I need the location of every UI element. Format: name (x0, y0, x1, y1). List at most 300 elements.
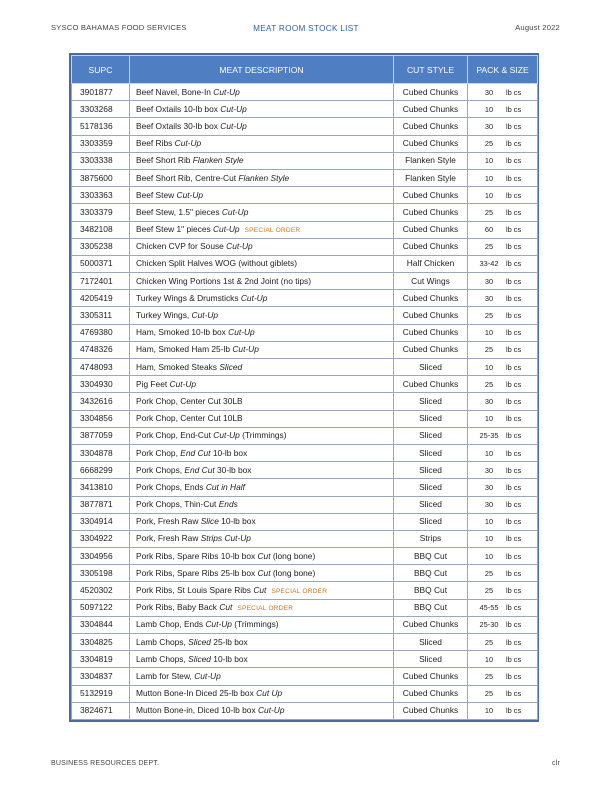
pack-quantity: 33-42 (479, 259, 499, 269)
table-row (72, 582, 538, 599)
description-cell (130, 702, 394, 719)
pack-quantity: 25-30 (479, 620, 499, 630)
supc-cell: 3303338 (72, 152, 130, 169)
description-cut-text: Cut-Up (169, 378, 197, 389)
pack-quantity: 25 (484, 345, 494, 355)
pack-size-cell (468, 702, 538, 719)
pack-size-cell (468, 204, 538, 221)
description-cell (130, 376, 394, 393)
description-extra-text: (long bone) (270, 550, 316, 561)
pack-quantity: 10 (484, 328, 494, 338)
pack-size-cell (468, 410, 538, 427)
pack-quantity: 10 (484, 654, 494, 664)
supc-cell: 3304878 (72, 444, 130, 461)
pack-unit: lb cs (506, 311, 522, 321)
cut-style-cell: Cubed Chunks (394, 101, 468, 118)
description-text: Pig Feet (136, 378, 168, 389)
pack-unit: lb cs (506, 259, 522, 269)
description-cell (130, 427, 394, 444)
cut-style-cell: BBQ Cut (394, 582, 468, 599)
description-cell (130, 221, 394, 238)
description-cell (130, 118, 394, 135)
pack-quantity: 25 (484, 139, 494, 149)
table-row (72, 634, 538, 651)
description-text: Chicken Split Halves WOG (without giblets) (136, 258, 298, 269)
supc-cell: 3875600 (72, 169, 130, 186)
pack-unit: lb cs (506, 156, 522, 166)
description-extra-text: 10-lb box (218, 516, 256, 527)
description-extra-text: 10-lb box (210, 653, 248, 664)
supc-cell: 3304856 (72, 410, 130, 427)
pack-quantity: 60 (484, 225, 494, 235)
description-text: Chicken Wing Portions 1st & 2nd Joint (no tips) (136, 275, 312, 286)
description-text: Beef Stew, 1.5" pieces (136, 206, 220, 217)
description-text: Mutton Bone-In Diced 25-lb box (136, 688, 254, 699)
pack-quantity: 25 (484, 207, 494, 217)
description-cut-text: Cut-Up (191, 310, 219, 321)
description-text: Turkey Wings & Drumsticks (136, 292, 239, 303)
cut-style-cell: Sliced (394, 427, 468, 444)
description-cut-text: Cut-Up (228, 327, 255, 338)
description-extra-text: (Trimmings) (239, 430, 287, 441)
pack-unit: lb cs (506, 173, 522, 183)
table-row (72, 651, 538, 668)
description-extra-text: 25-lb box (210, 636, 248, 647)
cut-style-cell: Cubed Chunks (394, 341, 468, 358)
description-text: Pork Chops, Thin-Cut (136, 499, 217, 510)
pack-size-cell (468, 599, 538, 616)
pack-unit: lb cs (506, 637, 522, 647)
description-text: Pork Ribs, Spare Ribs 10-lb box (136, 550, 256, 561)
cut-style-cell: Sliced (394, 479, 468, 496)
cut-style-cell: Sliced (394, 359, 468, 376)
cut-style-cell: Cubed Chunks (394, 118, 468, 135)
description-cut-text: Sliced (188, 636, 211, 647)
description-text: Beef Short Rib (136, 155, 191, 166)
pack-size-cell (468, 359, 538, 376)
supc-cell: 3304914 (72, 513, 130, 530)
cut-style-cell: Cubed Chunks (394, 668, 468, 685)
cut-style-cell: Cubed Chunks (394, 204, 468, 221)
table-row (72, 204, 538, 221)
pack-size-cell (468, 393, 538, 410)
description-cell (130, 479, 394, 496)
cut-style-cell: Cubed Chunks (394, 238, 468, 255)
description-cut-text: Cut-Up (176, 189, 204, 200)
table-row (72, 410, 538, 427)
supc-cell: 3413810 (72, 479, 130, 496)
table-row (72, 324, 538, 341)
supc-cell: 3304844 (72, 616, 130, 633)
description-cut-text: Cut-Up (232, 344, 259, 355)
description-cut-text: Cut-Up (221, 206, 249, 217)
description-text: Beef Oxtails 10-lb box (136, 103, 218, 114)
column-header-description: MEAT DESCRIPTION (130, 56, 394, 84)
pack-size-cell (468, 616, 538, 633)
pack-size-cell (468, 221, 538, 238)
pack-size-cell (468, 582, 538, 599)
description-text: Pork Chops, (136, 464, 183, 475)
cut-style-cell: Cubed Chunks (394, 324, 468, 341)
pack-size-cell (468, 101, 538, 118)
supc-cell: 4205419 (72, 290, 130, 307)
table-row (72, 255, 538, 272)
supc-cell: 5097122 (72, 599, 130, 616)
description-cut-text: Cut-Up (240, 292, 268, 303)
description-extra-text: 30-lb box (214, 464, 252, 475)
pack-unit: lb cs (506, 482, 522, 492)
description-cut-text: Cut-Up (257, 705, 285, 716)
pack-unit: lb cs (506, 121, 522, 131)
footer-initials: clr (552, 760, 560, 767)
description-cell (130, 238, 394, 255)
table-row (72, 513, 538, 530)
cut-style-cell: Sliced (394, 496, 468, 513)
description-text: Beef Stew 1" pieces (136, 223, 211, 234)
table-row (72, 169, 538, 186)
table-row (72, 548, 538, 565)
description-cell (130, 135, 394, 152)
cut-style-cell: BBQ Cut (394, 548, 468, 565)
pack-unit: lb cs (506, 345, 522, 355)
pack-size-cell (468, 307, 538, 324)
description-cut-text: End Cut (184, 464, 215, 475)
pack-quantity: 25 (484, 586, 494, 596)
description-cell (130, 290, 394, 307)
table-row (72, 530, 538, 547)
pack-quantity: 30 (484, 293, 494, 303)
pack-size-cell (468, 255, 538, 272)
pack-size-cell (468, 668, 538, 685)
cut-style-cell: Cubed Chunks (394, 221, 468, 238)
description-text: Chicken CVP for Souse (136, 241, 224, 252)
supc-cell: 3303359 (72, 135, 130, 152)
special-order-badge: SPECIAL ORDER (271, 587, 328, 595)
pack-quantity: 10 (484, 156, 494, 166)
cut-style-cell: Sliced (394, 410, 468, 427)
description-cut-text: Cut (257, 550, 271, 561)
description-text: Pork Ribs, Baby Back (136, 601, 217, 612)
description-cut-text: Cut-Up (205, 619, 232, 630)
pack-size-cell (468, 513, 538, 530)
pack-size-cell (468, 565, 538, 582)
description-cell (130, 462, 394, 479)
table-row (72, 101, 538, 118)
description-text: Turkey Wings, (136, 310, 190, 321)
description-text: Pork Chop, Center Cut 10LB (136, 413, 243, 424)
description-cell (130, 668, 394, 685)
description-cell (130, 565, 394, 582)
pack-unit: lb cs (506, 225, 522, 235)
description-text: Pork Ribs, St Louis Spare Ribs (136, 584, 251, 595)
pack-size-cell (468, 169, 538, 186)
description-cell (130, 410, 394, 427)
description-cut-text: Cut Up (256, 688, 283, 699)
supc-cell: 3824671 (72, 702, 130, 719)
table-row (72, 668, 538, 685)
table-row (72, 427, 538, 444)
description-text: Lamb Chops, (136, 636, 186, 647)
description-cut-text: Sliced (219, 361, 243, 372)
description-text: Pork, Fresh Raw (136, 516, 199, 527)
table-row (72, 84, 538, 101)
pack-quantity: 30 (484, 465, 494, 475)
description-text: Ham, Smoked Steaks (136, 361, 217, 372)
pack-size-cell (468, 290, 538, 307)
pack-unit: lb cs (506, 500, 522, 510)
pack-size-cell (468, 548, 538, 565)
pack-unit: lb cs (506, 603, 522, 613)
pack-quantity: 30 (484, 87, 494, 97)
pack-size-cell (468, 479, 538, 496)
pack-quantity: 10 (484, 414, 494, 424)
description-cut-text: Flanken Style (238, 172, 290, 183)
description-cell (130, 84, 394, 101)
description-cut-text: Cut-Up (194, 670, 221, 681)
pack-unit: lb cs (506, 448, 522, 458)
supc-cell: 3901877 (72, 84, 130, 101)
table-row (72, 290, 538, 307)
table-row (72, 616, 538, 633)
pack-quantity: 30 (484, 482, 494, 492)
cut-style-cell: Cubed Chunks (394, 135, 468, 152)
pack-size-cell (468, 530, 538, 547)
description-cell (130, 324, 394, 341)
supc-cell: 4748326 (72, 341, 130, 358)
pack-quantity: 45-55 (479, 603, 499, 613)
pack-unit: lb cs (506, 396, 522, 406)
cut-style-cell: Flanken Style (394, 169, 468, 186)
pack-quantity: 25 (484, 379, 494, 389)
table-row (72, 462, 538, 479)
description-cut-text: Cut (219, 601, 233, 612)
description-cell (130, 152, 394, 169)
supc-cell: 4520302 (72, 582, 130, 599)
cut-style-cell: Cubed Chunks (394, 376, 468, 393)
pack-unit: lb cs (506, 293, 522, 303)
pack-quantity: 25 (484, 242, 494, 252)
cut-style-cell: Cut Wings (394, 273, 468, 290)
column-header-supc: SUPC (72, 56, 130, 84)
pack-quantity: 10 (484, 362, 494, 372)
stock-table (71, 55, 538, 720)
supc-cell: 4748093 (72, 359, 130, 376)
pack-quantity: 10 (484, 104, 494, 114)
description-extra-text: (Trimmings) (231, 619, 279, 630)
cut-style-cell: Cubed Chunks (394, 702, 468, 719)
description-cell (130, 255, 394, 272)
description-text: Pork Chops, Ends (136, 481, 204, 492)
pack-quantity: 25 (484, 311, 494, 321)
pack-size-cell (468, 341, 538, 358)
table-row (72, 444, 538, 461)
supc-cell: 4769380 (72, 324, 130, 341)
description-cell (130, 582, 394, 599)
company-name: SYSCO BAHAMAS FOOD SERVICES (51, 23, 187, 32)
pack-quantity: 25 (484, 689, 494, 699)
pack-unit: lb cs (506, 414, 522, 424)
cut-style-cell: Cubed Chunks (394, 290, 468, 307)
table-row (72, 496, 538, 513)
table-row (72, 479, 538, 496)
table-body (72, 84, 538, 720)
pack-size-cell (468, 187, 538, 204)
description-cell (130, 204, 394, 221)
description-cut-text: Slice (200, 516, 219, 527)
table-row (72, 273, 538, 290)
cut-style-cell: Sliced (394, 444, 468, 461)
pack-unit: lb cs (506, 242, 522, 252)
description-cut-text: Cut-Up (213, 430, 240, 441)
pack-unit: lb cs (506, 190, 522, 200)
pack-quantity: 30 (484, 396, 494, 406)
table-row (72, 702, 538, 719)
description-cell (130, 187, 394, 204)
supc-cell: 3304837 (72, 668, 130, 685)
description-text: Beef Short Rib, Centre-Cut (136, 172, 237, 183)
pack-quantity: 10 (484, 551, 494, 561)
description-text: Beef Ribs (136, 138, 173, 149)
supc-cell: 3305198 (72, 565, 130, 582)
supc-cell: 3304922 (72, 530, 130, 547)
pack-unit: lb cs (506, 706, 522, 716)
table-row (72, 565, 538, 582)
description-cut-text: Cut in Half (205, 481, 245, 492)
table-row (72, 307, 538, 324)
pack-quantity: 30 (484, 276, 494, 286)
description-text: Pork Ribs, Spare Ribs 25-lb box (136, 567, 256, 578)
special-order-badge: SPECIAL ORDER (244, 226, 301, 234)
supc-cell: 5000371 (72, 255, 130, 272)
pack-quantity: 30 (484, 500, 494, 510)
description-cell (130, 651, 394, 668)
description-extra-text: (long bone) (270, 567, 316, 578)
pack-unit: lb cs (506, 104, 522, 114)
table-row (72, 341, 538, 358)
pack-unit: lb cs (506, 276, 522, 286)
description-text: Beef Navel, Bone-In (136, 86, 211, 97)
cut-style-cell: Strips (394, 530, 468, 547)
description-text: Lamb Chop, Ends (136, 619, 204, 630)
pack-unit: lb cs (506, 328, 522, 338)
supc-cell: 3303268 (72, 101, 130, 118)
pack-size-cell (468, 273, 538, 290)
description-text: Lamb Chops, (136, 653, 186, 664)
pack-unit: lb cs (506, 465, 522, 475)
pack-unit: lb cs (506, 87, 522, 97)
cut-style-cell: Sliced (394, 393, 468, 410)
pack-unit: lb cs (506, 671, 522, 681)
pack-size-cell (468, 427, 538, 444)
description-text: Pork Chop, (136, 447, 178, 458)
description-text: Beef Stew (136, 189, 175, 200)
description-cell (130, 530, 394, 547)
pack-quantity: 25-35 (479, 431, 499, 441)
pack-size-cell (468, 634, 538, 651)
supc-cell: 3303363 (72, 187, 130, 204)
pack-quantity: 10 (484, 517, 494, 527)
cut-style-cell: BBQ Cut (394, 565, 468, 582)
table-header-row (72, 56, 538, 84)
supc-cell: 3304819 (72, 651, 130, 668)
pack-unit: lb cs (506, 551, 522, 561)
description-text: Pork, Fresh Raw (136, 533, 199, 544)
supc-cell: 3304930 (72, 376, 130, 393)
pack-size-cell (468, 685, 538, 702)
description-cell (130, 685, 394, 702)
description-cell (130, 307, 394, 324)
supc-cell: 3482108 (72, 221, 130, 238)
pack-unit: lb cs (506, 207, 522, 217)
supc-cell: 3304956 (72, 548, 130, 565)
description-cell (130, 548, 394, 565)
pack-quantity: 30 (484, 121, 494, 131)
supc-cell: 3432616 (72, 393, 130, 410)
pack-size-cell (468, 238, 538, 255)
pack-quantity: 25 (484, 637, 494, 647)
description-cut-text: Cut (253, 584, 267, 595)
description-cell (130, 359, 394, 376)
pack-unit: lb cs (506, 517, 522, 527)
description-cut-text: Strips Cut-Up (200, 533, 251, 544)
description-text: Ham, Smoked 10-lb box (136, 327, 226, 338)
page-title: MEAT ROOM STOCK LIST (253, 24, 359, 33)
pack-size-cell (468, 651, 538, 668)
description-cell (130, 341, 394, 358)
cut-style-cell: Cubed Chunks (394, 616, 468, 633)
pack-quantity: 10 (484, 706, 494, 716)
table-row (72, 359, 538, 376)
pack-unit: lb cs (506, 362, 522, 372)
description-text: Lamb for Stew, (136, 670, 192, 681)
cut-style-cell: BBQ Cut (394, 599, 468, 616)
cut-style-cell: Sliced (394, 651, 468, 668)
supc-cell: 6668299 (72, 462, 130, 479)
pack-size-cell (468, 84, 538, 101)
supc-cell: 3305238 (72, 238, 130, 255)
description-cut-text: Cut-Up (213, 86, 240, 97)
supc-cell: 3303379 (72, 204, 130, 221)
pack-quantity: 25 (484, 568, 494, 578)
pack-unit: lb cs (506, 568, 522, 578)
description-cell (130, 513, 394, 530)
description-cut-text: Cut-Up (213, 223, 240, 234)
supc-cell: 3304825 (72, 634, 130, 651)
supc-cell: 7172401 (72, 273, 130, 290)
pack-size-cell (468, 135, 538, 152)
description-cut-text: End Cut (180, 447, 211, 458)
table-row (72, 221, 538, 238)
table-row (72, 238, 538, 255)
pack-quantity: 10 (484, 173, 494, 183)
table-row (72, 135, 538, 152)
description-cell (130, 393, 394, 410)
description-text: Mutton Bone-in, Diced 10-lb box (136, 705, 256, 716)
table-row (72, 118, 538, 135)
supc-cell: 5178136 (72, 118, 130, 135)
table-row (72, 376, 538, 393)
pack-unit: lb cs (506, 379, 522, 389)
pack-size-cell (468, 462, 538, 479)
cut-style-cell: Sliced (394, 634, 468, 651)
pack-unit: lb cs (506, 620, 522, 630)
cut-style-cell: Flanken Style (394, 152, 468, 169)
pack-size-cell (468, 376, 538, 393)
table-row (72, 152, 538, 169)
supc-cell: 3877871 (72, 496, 130, 513)
cut-style-cell: Cubed Chunks (394, 685, 468, 702)
footer-department: BUSINESS RESOURCES DEPT. (51, 760, 160, 767)
